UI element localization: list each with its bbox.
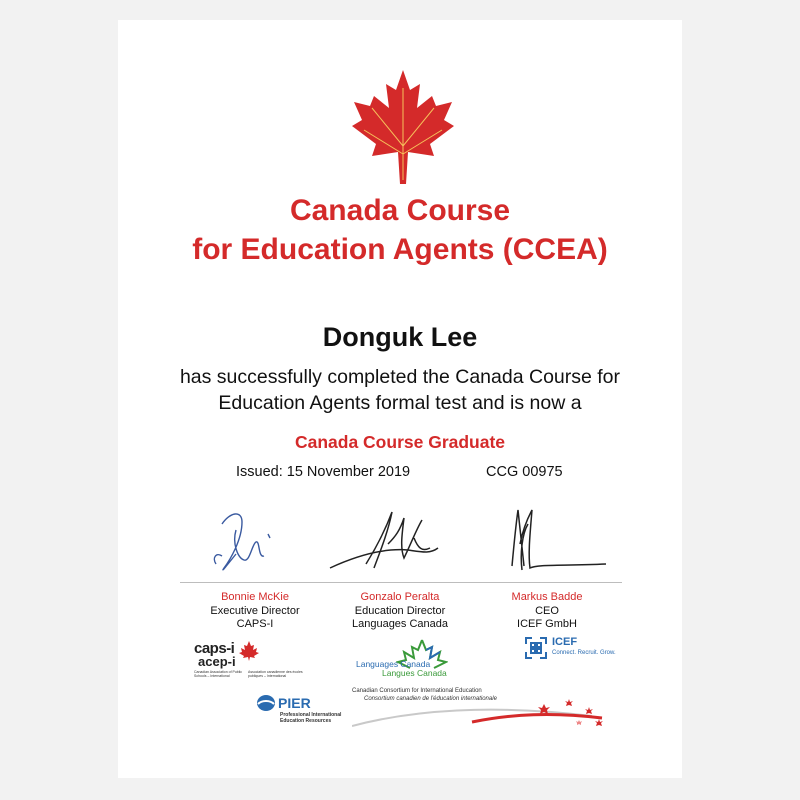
signature-line: [324, 582, 476, 583]
statement-line1: has successfully completed the Canada Course for: [179, 366, 621, 388]
languages-canada-logo: [352, 638, 452, 684]
signature-line: [180, 582, 330, 583]
caps-i-caption-en: Canadian Association of Public Schools – International: [194, 670, 243, 678]
signature-mckie: [202, 504, 292, 578]
designation: Canada Course Graduate: [294, 432, 506, 452]
caps-i-logo: [194, 642, 314, 682]
pier-logo: [254, 686, 344, 728]
pier-wordmark: PIER: [278, 695, 311, 711]
signature-badde: [502, 504, 612, 578]
consortium-name-en: Canadian Consortium for International Education: [352, 688, 482, 694]
signatory-org: Languages Canada: [351, 618, 449, 630]
consortium-swoosh-icon: [352, 696, 614, 730]
pier-caption-2: Education Resources: [280, 718, 332, 724]
statement-line2: Education Agents formal test and is now a: [218, 392, 582, 414]
icef-wordmark: ICEF: [552, 636, 578, 648]
icef-emblem-icon: [524, 636, 548, 660]
pier-caption-1: Professional International: [280, 712, 342, 718]
signatory-org: CAPS-I: [236, 618, 274, 630]
recipient-name: Donguk Lee: [322, 322, 478, 352]
certificate-title-line1: Canada Course: [289, 194, 511, 227]
languages-canada-en: Languages Canada: [356, 659, 431, 669]
certificate-page: [118, 20, 682, 778]
icef-tagline: Connect. Recruit. Grow.: [552, 650, 616, 656]
signatory-role: Executive Director: [210, 604, 300, 617]
signatory-block: [180, 591, 330, 632]
signatory-role: CEO: [535, 604, 559, 617]
consortium-name-fr: Consortium canadien de l'éducation internationale: [364, 696, 497, 702]
caps-i-caption-fr: Association canadienne des écoles publiques – International: [248, 670, 303, 678]
maple-leaf-icon: [238, 640, 260, 662]
signatory-block: [325, 591, 475, 632]
caps-i-wordmark: caps-i: [194, 640, 235, 657]
languages-canada-fr: Langues Canada: [382, 668, 447, 678]
signature-peralta: [326, 508, 442, 578]
signatory-role: Education Director: [354, 604, 446, 617]
signatory-name: Bonnie McKie: [221, 591, 289, 603]
pier-emblem-icon: [256, 694, 276, 712]
icef-logo: [524, 634, 624, 680]
certificate-number: CCG 00975: [486, 464, 563, 480]
acep-i-wordmark: acep-i: [198, 654, 236, 669]
signature-line: [470, 582, 622, 583]
issued-date: Issued: 15 November 2019: [236, 464, 411, 480]
certificate-title-line2: for Education Agents (CCEA): [192, 233, 608, 266]
maple-leaf-icon: [350, 68, 456, 186]
consortium-logo: [352, 686, 614, 732]
signatory-name: Markus Badde: [511, 591, 583, 603]
signatory-name: Gonzalo Peralta: [360, 591, 440, 603]
signatory-org: ICEF GmbH: [517, 618, 577, 630]
signatory-block: [472, 591, 622, 632]
